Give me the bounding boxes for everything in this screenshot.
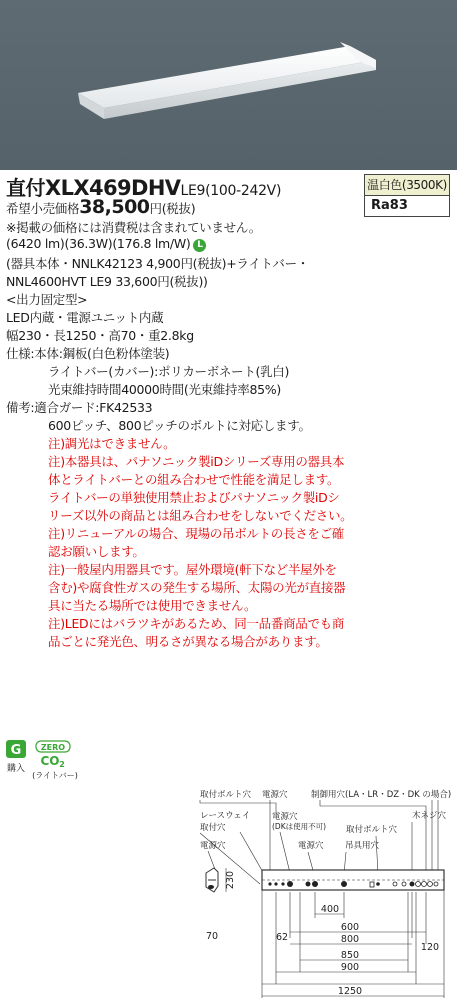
label-power-dk-2: (DKは使用不可) xyxy=(272,822,327,831)
label-power-hole: 電源穴 xyxy=(262,790,288,800)
label-raceway-2: 取付穴 xyxy=(200,823,226,833)
dim-depth: 70 xyxy=(206,931,219,942)
dim-900: 900 xyxy=(340,962,360,973)
note-line: ライトバーの単独使用禁止およびパナソニック製iDシ xyxy=(48,490,340,505)
output-type: <出力固定型> xyxy=(6,292,88,307)
luminaire-illustration xyxy=(0,0,457,170)
dim-1250: 1250 xyxy=(337,986,363,997)
note-line: 注)一般屋内用器具です。屋外環境(軒下など半屋外を xyxy=(48,562,337,577)
dim-400: 400 xyxy=(320,904,340,915)
eco-mark-icon: L xyxy=(193,239,206,252)
note-line: 注)リニューアルの場合、現場の吊ボルトの長さをご確 xyxy=(48,526,345,541)
dim-800: 800 xyxy=(340,934,360,945)
svg-text:(ライトバー): (ライトバー) xyxy=(32,771,78,780)
dim-120: 120 xyxy=(420,942,440,953)
svg-text:CO: CO xyxy=(40,754,60,768)
dimension-diagram xyxy=(180,788,457,1007)
built-in-line: LED内蔵・電源ユニット内蔵 xyxy=(6,310,164,325)
note-line: 注)本器具は、パナソニック製iDシリーズ専用の器具本 xyxy=(48,454,345,469)
label-wood-screw: 木ネジ穴 xyxy=(412,811,447,821)
color-temperature-badge: 温白色(3500K) xyxy=(364,174,450,196)
note-line: 注)LEDにはバラツキがあるため、同一品番商品でも商 xyxy=(48,616,345,631)
label-bolt-right: 取付ボルト穴 xyxy=(346,825,398,835)
note-line: 注)調光はできません。 xyxy=(48,436,176,451)
label-power-left: 電源穴 xyxy=(200,841,226,851)
efficiency-line xyxy=(6,236,206,252)
green-purchase-icon xyxy=(6,740,26,774)
efficiency-values: (6420 lm)(36.3W)(176.8 lm/W) xyxy=(6,236,191,251)
svg-text:2: 2 xyxy=(59,760,65,769)
price-label: 希望小売価格 xyxy=(6,201,80,216)
svg-text:G: G xyxy=(10,743,22,758)
material-line-2: ライトバー(カバー):ポリカーボネート(乳白) xyxy=(48,364,290,379)
label-hanger: 吊具用穴 xyxy=(345,841,380,851)
ra-badge: Ra83 xyxy=(364,196,450,217)
label-control-hole: 制御用穴(LA・LR・DZ・DK の場合) xyxy=(311,790,452,800)
label-bolt-left: 取付ボルト穴 xyxy=(200,790,252,800)
remarks-line-1: 備考:適合ガード:FK42533 xyxy=(6,400,153,415)
note-line: 品ごとに発光色、明るさが異なる場合があります。 xyxy=(48,634,328,649)
zero-co2-icon xyxy=(32,741,78,780)
voltage: (100-242V) xyxy=(205,183,282,199)
material-line-3: 光束維持時間40000時間(光束維持率85%) xyxy=(48,382,281,397)
note-line: 認お願いします。 xyxy=(48,544,145,559)
model-suffix: LE9 xyxy=(180,183,206,199)
tax-note: ※掲載の価格には消費税は含まれていません。 xyxy=(6,220,261,235)
material-line-1: 仕様:本体:鋼板(白色粉体塗装) xyxy=(6,346,170,361)
price-line xyxy=(6,196,195,218)
remarks-line-2: 600ピッチ、800ピッチのボルトに対応します。 xyxy=(48,418,311,433)
dim-850: 850 xyxy=(340,950,360,961)
body-top-view xyxy=(262,870,444,890)
price-suffix: 円(税抜) xyxy=(149,201,196,216)
note-line: 具に当たる場所では使用できません。 xyxy=(48,598,257,613)
svg-text:ZERO: ZERO xyxy=(40,743,66,752)
spec-badges xyxy=(364,174,450,217)
dim-height: 230 xyxy=(225,870,236,890)
dim-600: 600 xyxy=(340,922,360,933)
components-line-2: NNL4600HVT LE9 33,600円(税抜)) xyxy=(6,274,208,289)
note-line: 体とライトバーとの組み合わせで性能を満足します。 xyxy=(48,472,340,487)
side-profile xyxy=(206,868,236,942)
label-raceway: レースウェイ xyxy=(200,811,251,821)
dimensions-line: 幅230・長1250・高70・重2.8kg xyxy=(6,328,194,343)
mount-type: 直付 xyxy=(6,176,45,200)
dim-62: 62 xyxy=(275,932,289,943)
label-power-mid: 電源穴 xyxy=(298,841,324,851)
price-value: 38,500 xyxy=(79,196,150,218)
note-line: リーズ以外の商品とは組み合わせをしないでください。 xyxy=(48,508,353,523)
svg-text:購入: 購入 xyxy=(6,764,26,774)
product-image xyxy=(0,0,457,170)
note-line: 含む)や腐食性ガスの発生する場所、太陽の光が直接器 xyxy=(48,580,346,595)
label-power-dk: 電源穴 xyxy=(272,812,298,822)
components-line-1: (器具本体・NNLK42123 4,900円(税抜)+ライトバー・ xyxy=(6,256,309,271)
model-number: XLX469DHV xyxy=(45,176,181,200)
eco-icons xyxy=(6,740,116,784)
